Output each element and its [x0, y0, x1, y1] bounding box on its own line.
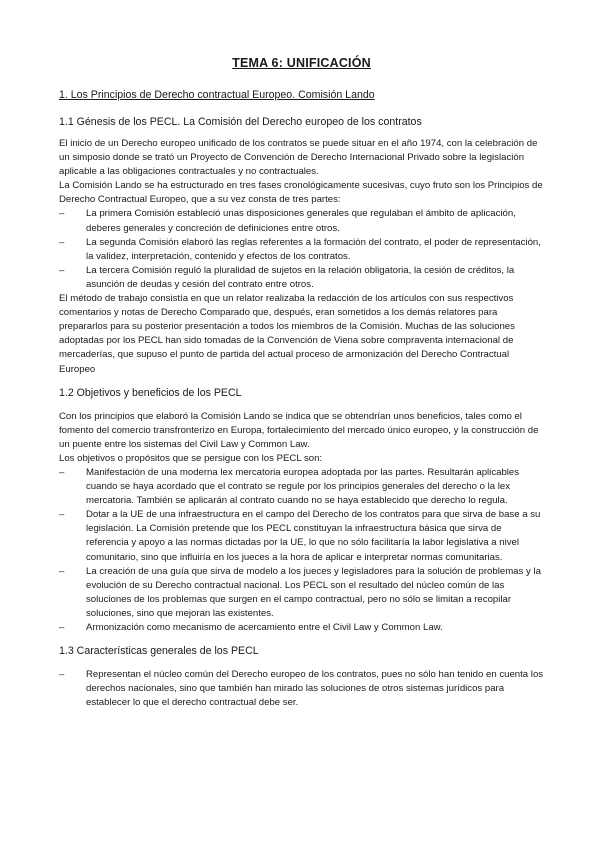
list-item — [59, 621, 544, 635]
dash-bullet: – — [59, 622, 65, 633]
dash-bullet: – — [59, 565, 65, 577]
list-item-text: Dotar a la UE de una infraestructura en el campo del Derecho de los contratos para que sirva de base a su legislación. La Comisión pretende que los PECL constituyan la infraestructura básica que sirva de referencia y apoyo a las normas dictadas por la UE, lo que no sólo facilitaría la labor legislativa a nivel comunitario, sino que influiría en los jueces a la hora de aplicar e interpretar normas comunitarias. — [86, 509, 541, 563]
list-item — [59, 466, 544, 508]
paragraph: El inicio de un Derecho europeo unificado de los contratos se puede situar en el año 1974, con la celebración de un simposio donde se trató un Proyecto de Convención de Derecho Internacional Privado sobre la legislación aplicable a las obligaciones contractuales y no contractuales. — [59, 138, 538, 178]
page-title: TEMA 6: UNIFICACIÓN — [232, 56, 371, 70]
bullet-list — [59, 207, 544, 292]
section-heading-1: 1. Los Principios de Derecho contractual Europeo. Comisión Lando — [59, 89, 375, 101]
dash-bullet: – — [59, 264, 65, 276]
paragraph: Los objetivos o propósitos que se persigue con los PECL son: — [59, 452, 323, 464]
list-item-text: Armonización como mecanismo de acercamiento entre el Civil Law y Common Law. — [86, 622, 443, 633]
list-item-text: La creación de una guía que sirva de modelo a los jueces y legisladores para la solución de problemas y la evolución de su Derecho contractual nacional. Los PECL son el resultado del núcleo común de las soluciones de los problemas que surgen en el campo contractual, pero no sólo se limitan a recopilar soluciones, sino que mejoran las existentes. — [86, 565, 541, 619]
bullet-list — [59, 668, 544, 710]
dash-bullet: – — [59, 208, 65, 220]
list-item — [59, 207, 544, 235]
dash-bullet: – — [59, 669, 65, 681]
dash-bullet: – — [59, 236, 65, 248]
dash-bullet: – — [59, 509, 65, 521]
list-item — [59, 668, 544, 710]
list-item-text: Representan el núcleo común del Derecho europeo de los contratos, pues no sólo han tenido en cuenta los derechos nacionales, sino que también han mirado las soluciones de otros sistemas jurídicos para establecer lo que el derecho contractual debe ser. — [86, 669, 544, 709]
list-item — [59, 236, 544, 264]
subsection-heading-1-1: 1.1 Génesis de los PECL. La Comisión del Derecho europeo de los contratos — [59, 116, 422, 128]
paragraph: La Comisión Lando se ha estructurado en tres fases cronológicamente sucesivas, cuyo fruto son los Principios de Derecho Contractual Europeo, que a su vez consta de tres partes: — [59, 180, 543, 206]
list-item — [59, 565, 544, 621]
subsection-heading-1-3: 1.3 Características generales de los PECL — [59, 645, 259, 658]
list-item-text: La primera Comisión estableció unas disposiciones generales que regulaban el ámbito de aplicación, deberes generales y concreción de definiciones entre otros. — [86, 208, 516, 234]
list-item-text: Manifestación de una moderna lex mercatoria europea adoptada por las partes. Resultarán aplicables cuando se haya acordado que el contrato se regule por los principios generales del derecho o la lex mercatoria. También se aplicarán al contrato cuando no se haya establecido que derecho lo regula. — [86, 466, 520, 507]
dash-bullet: – — [59, 466, 65, 478]
list-item — [59, 264, 544, 292]
bullet-list — [59, 466, 544, 635]
paragraph: Con los principios que elaboró la Comisión Lando se indica que se obtendrían unos beneficios, tales como el fomento del comercio transfronterizo en Europa, fortalecimiento del mercado único europeo, y la construcción de un puente entre los sistemas del Civil Law y Common Law. — [59, 410, 539, 450]
list-item-text: La tercera Comisión reguló la pluralidad de sujetos en la relación obligatoria, la cesión de créditos, la asunción de deudas y cesión del contrato entre otros. — [86, 264, 515, 290]
list-item — [59, 508, 544, 564]
paragraph: El método de trabajo consistía en que un relator realizaba la redacción de los artículos con sus respectivos comentarios y notas de Derecho Comparado que, después, eran sometidos a los demás relatores para prepararlos para su posterior presentación a todos los miembros de la Comisión. Muchas de las soluciones adoptadas por los PECL han sido tomadas de la Convención de Viena sobre compraventa internacional de mercaderías, que supuso el punto de partida del actual proceso de armonización del Derecho Contractual Europeo — [59, 293, 515, 375]
subsection-heading-1-2: 1.2 Objetivos y beneficios de los PECL — [59, 386, 242, 399]
list-item-text: La segunda Comisión elaboró las reglas referentes a la formación del contrato, el poder de representación, la validez, interpretación, contenido y efectos de los contratos. — [86, 236, 541, 262]
